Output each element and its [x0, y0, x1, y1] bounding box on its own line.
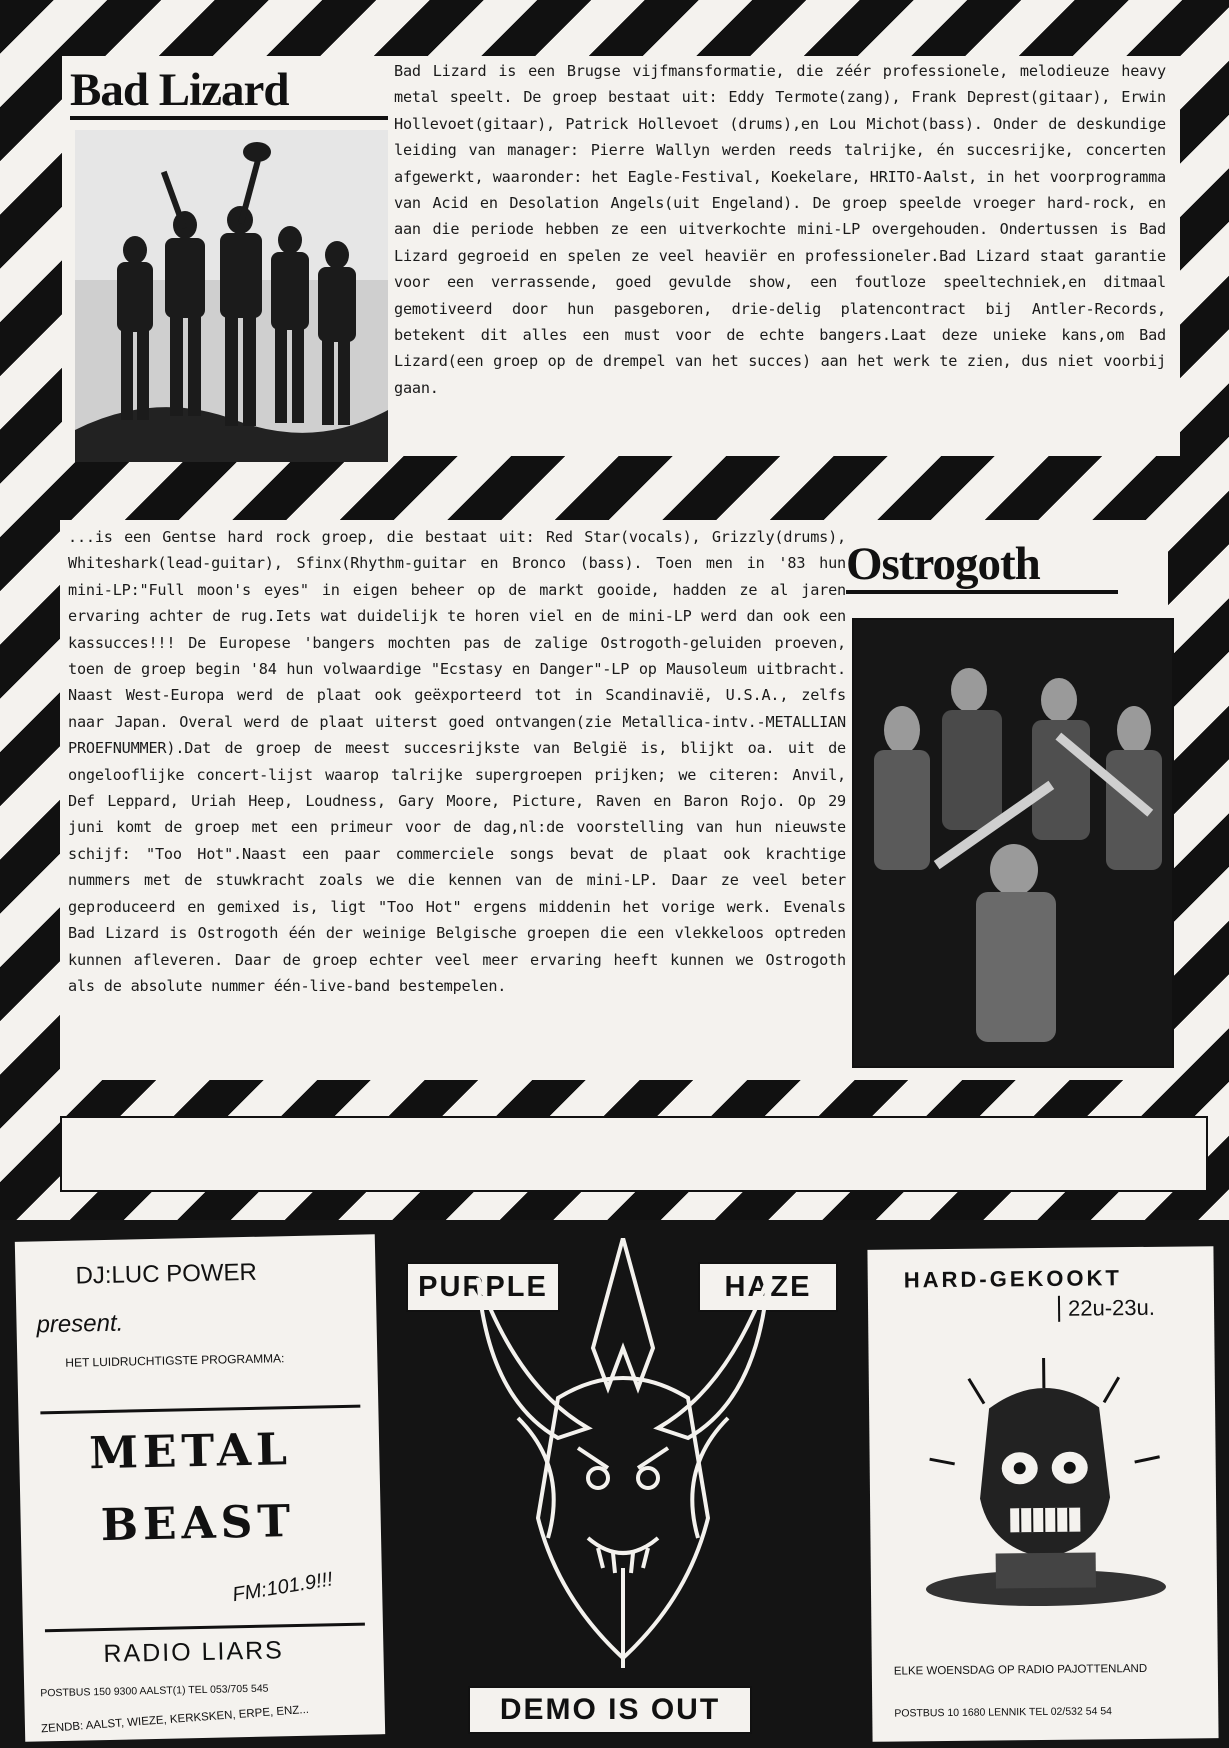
- broadcast-schedule: ELKE WOENSDAG OP RADIO PAJOTTENLAND: [893, 1662, 1148, 1678]
- station-address: POSTBUS 150 9300 AALST(1) TEL 053/705 545: [40, 1682, 269, 1700]
- frequency: FM:101.9!!!: [230, 1568, 335, 1607]
- station-name: RADIO LIARS: [103, 1636, 285, 1669]
- present-text: present.: [36, 1309, 124, 1339]
- dj-name: DJ:LUC POWER: [75, 1258, 258, 1290]
- bad-lizard-photo: [75, 130, 388, 462]
- purple-label: PURPLE: [406, 1262, 560, 1312]
- bad-lizard-text: Bad Lizard is een Brugse vijfmansformatie, die zéér professionele, melodieuze heavy metal speelt. De groep bestaat uit: Eddy Termote(zang), Frank Deprest(gitaar), Erwin Hollevoet(gitaar), Patrick Hollevoet (drums),en Lou Michot(bass). Onder de deskundige leiding van manager: Pierre Wallyn werden reeds talrijke, én succesrijke, concerten afgewerkt, waaronder: het Eagle-Festival, Koekelare, HRITO-Aalst, in het voorprogramma van Acid en Desolation Angels(uit Engeland). De groep speelde vroeger hard-rock, en aan die periode hebben ze een uitverkochte mini-LP overgehouden. Ondertussen is Bad Lizard gegroeid en spelen ze veel heaviër en professioneler.Bad Lizard staat garantie voor een verrassende, goed gevulde show, een foutloze speeltechniek,en ditmaal gemotiveerd door hun pasgeboren, drie-delig platencontract bij Antler-Records, betekent dit alles een must voor de echte bangers.Laat deze unieke kans,om Bad Lizard(een groep op de drempel van het succes) aan het werk te zien, dus niet voorbij gaan.: [394, 62, 1166, 397]
- broadcast-area: ZENDB: AALST, WIEZE, KERKSKEN, ERPE, ENZ...: [40, 1703, 310, 1736]
- bad-lizard-article: [394, 58, 1166, 456]
- airtime: 22u-23u.: [1058, 1295, 1155, 1322]
- purple-haze-logo: [458, 1238, 788, 1678]
- skull-illustration: [908, 1347, 1181, 1630]
- hard-gekookt-address: POSTBUS 10 1680 LENNIK TEL 02/532 54 54: [894, 1705, 1113, 1720]
- bad-lizard-title: Bad Lizard: [70, 64, 388, 120]
- tagline: HET LUIDRUCHTIGSTE PROGRAMMA:: [65, 1351, 285, 1370]
- haze-label: HAZE: [698, 1262, 838, 1312]
- ostrogoth-photo: [852, 618, 1174, 1068]
- metal-beast-line1: METAL: [88, 1424, 293, 1480]
- demo-label: DEMO IS OUT: [468, 1686, 752, 1734]
- hard-gekookt-title: HARD-GEKOOKT: [903, 1265, 1122, 1293]
- blank-box: [60, 1116, 1208, 1192]
- hard-gekookt-ad: [867, 1246, 1218, 1742]
- metal-beast-ad: [15, 1234, 385, 1741]
- ostrogoth-article: [68, 524, 846, 1076]
- ostrogoth-title: Ostrogoth: [846, 538, 1118, 594]
- metal-beast-line2: BEAST: [100, 1496, 296, 1552]
- ostrogoth-text: ...is een Gentse hard rock groep, die bestaat uit: Red Star(vocals), Grizzly(drums), Whiteshark(lead-guitar), Sfinx(Rhythm-guitar en Bronco (bass). Toen men in '83 hun mini-LP:"Full moon's eyes" in eigen beheer op de markt gooide, hadden ze al jaren ervaring achter de rug.Iets wat duidelijk te horen viel en de mini-LP werd dan ook een kassucces!!! De Europese 'bangers mochten pas de zalige Ostrogoth-geluiden proeven, toen de groep begin '84 hun volwaardige "Ecstasy en Danger"-LP op Mausoleum uitbracht. Naast West-Europa werd de plaat ook geëxporteerd tot in Scandinavië, U.S.A., zelfs naar Japan. Overal werd de plaat uiterst goed ontvangen(zie Metallica-intv.-METALLIAN PROEFNUMMER).Dat de groep de meest succesrijkste van België is, blijkt oa. uit de ongelooflijke concert-lijst waarop talrijke supergroepen prijken; we citeren: Anvil, Def Leppard, Uriah Heep, Loudness, Gary Moore, Picture, Raven en Baron Rojo. Op 29 juni komt de groep met een primeur voor de dag,nl:de voorstelling van hun nieuwste schijf: "Too Hot".Naast een paar commerciele songs bevat de plaat ook krachtige nummers met de stuwkracht zoals we die kennen van de mini-LP. Daar ze veel beter geproduceerd en gemixed is, ligt "Too Hot" ergens middenin het vorige werk. Evenals Bad Lizard is Ostrogoth één der weinige Belgische groepen die een vlekkeloos optreden kunnen afleveren. Daar de groep echter veel meer ervaring heeft kunnen we Ostrogoth als de absolute nummer één-live-band bestempelen.: [68, 528, 846, 995]
